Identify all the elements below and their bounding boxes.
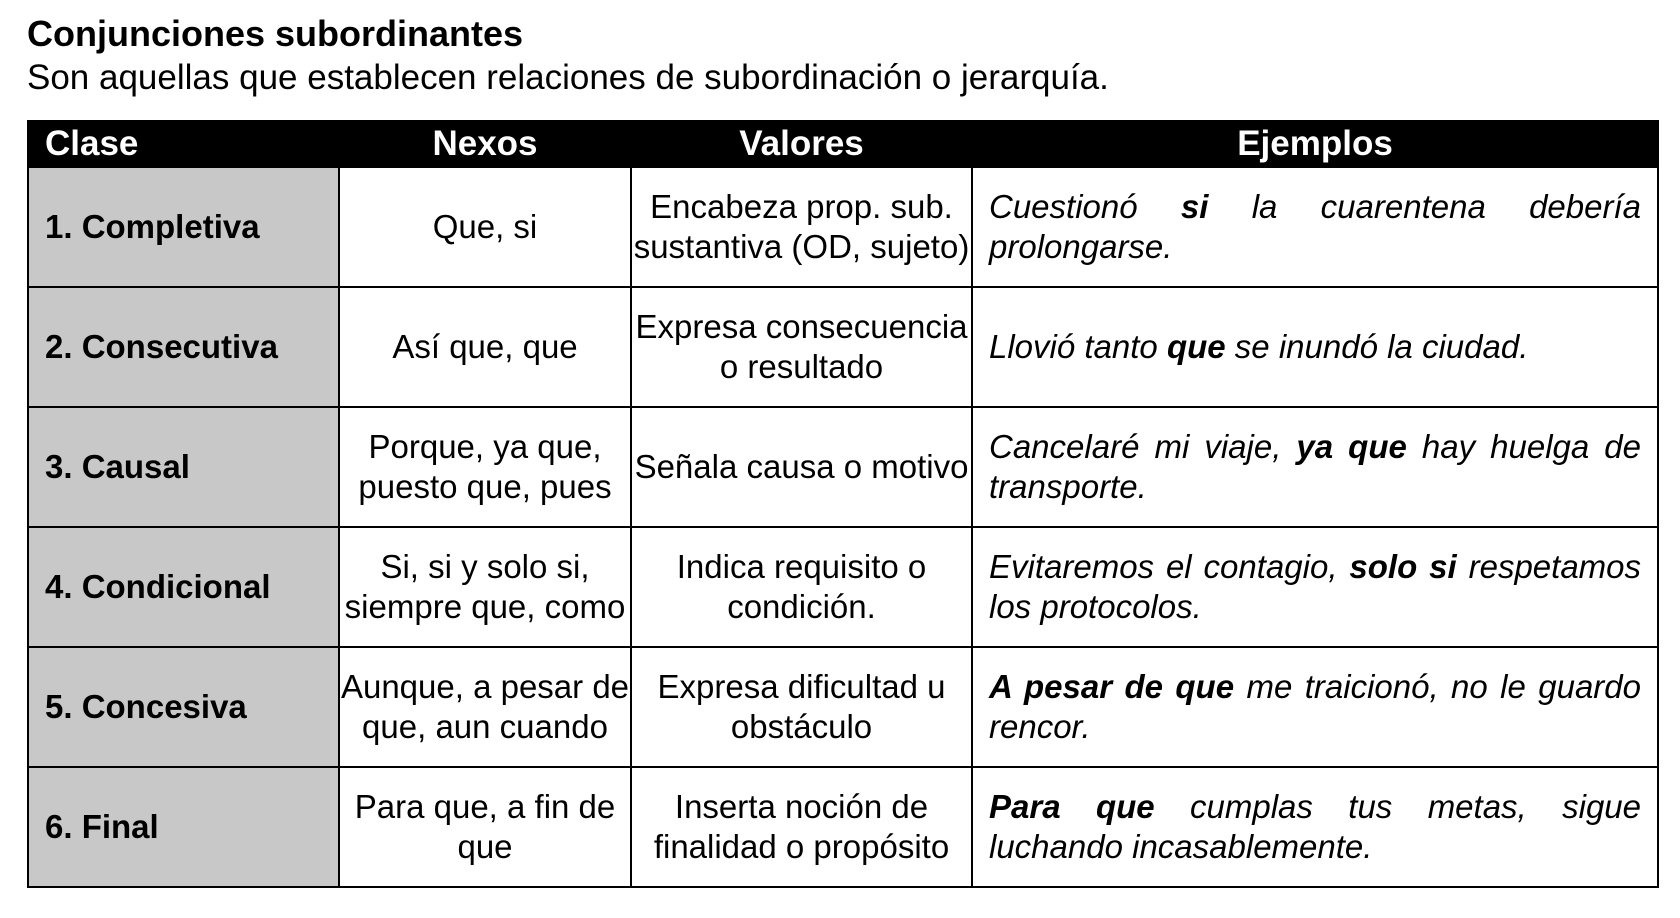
clase-cell: 1. Completiva xyxy=(28,167,339,287)
table-row xyxy=(28,407,1658,527)
table-row xyxy=(28,767,1658,887)
nexos-cell: Para que, a fin de que xyxy=(339,767,631,887)
nexos-cell: Que, si xyxy=(339,167,631,287)
valores-cell: Expresa consecuencia o resultado xyxy=(631,287,972,407)
ejemplo-text: respetamos los protocolos. xyxy=(989,548,1642,625)
clase-cell: 5. Concesiva xyxy=(28,647,339,767)
valores-cell: Inserta noción de finalidad o propósito xyxy=(631,767,972,887)
ejemplo-cell xyxy=(972,407,1658,527)
ejemplo-text: Cancelaré mi viaje, xyxy=(989,428,1297,465)
nexos-cell: Porque, ya que, puesto que, pues xyxy=(339,407,631,527)
ejemplo-text: Llovió tanto xyxy=(989,328,1167,365)
ejemplo-text: la cuarentena debería prolongarse. xyxy=(989,188,1642,265)
table-row xyxy=(28,647,1658,767)
nexos-cell: Si, si y solo si, siempre que, como xyxy=(339,527,631,647)
clase-cell: 2. Consecutiva xyxy=(28,287,339,407)
clase-cell: 4. Condicional xyxy=(28,527,339,647)
ejemplo-nexo-bold: ya que xyxy=(1296,428,1407,465)
ejemplo-nexo-bold: solo si xyxy=(1349,548,1457,585)
clase-cell: 3. Causal xyxy=(28,407,339,527)
column-header-valores: Valores xyxy=(631,121,972,167)
valores-cell: Encabeza prop. sub. sustantiva (OD, sujeto) xyxy=(631,167,972,287)
table-row xyxy=(28,527,1658,647)
ejemplo-text: Evitaremos el contagio, xyxy=(989,548,1350,585)
ejemplo-text: hay huelga de transporte. xyxy=(989,428,1642,505)
conjunctions-table xyxy=(27,120,1659,888)
ejemplo-text: me traicionó, no le guardo rencor. xyxy=(989,668,1642,745)
valores-cell: Señala causa o motivo xyxy=(631,407,972,527)
ejemplo-cell xyxy=(972,647,1658,767)
nexos-cell: Aunque, a pesar de que, aun cuando xyxy=(339,647,631,767)
ejemplo-nexo-bold: A pesar de que xyxy=(989,668,1235,705)
valores-cell: Indica requisito o condición. xyxy=(631,527,972,647)
page-title: Conjunciones subordinantes xyxy=(27,13,524,54)
ejemplo-nexo-bold: que xyxy=(1166,328,1226,365)
clase-cell: 6. Final xyxy=(28,767,339,887)
document-page xyxy=(27,12,1657,865)
page-subtitle: Son aquellas que establecen relaciones de subordinación o jerarquía. xyxy=(27,58,1109,97)
valores-cell: Expresa dificultad u obstáculo xyxy=(631,647,972,767)
nexos-cell: Así que, que xyxy=(339,287,631,407)
column-header-nexos: Nexos xyxy=(339,121,631,167)
table-row xyxy=(28,287,1658,407)
ejemplo-nexo-bold: Para que xyxy=(989,788,1155,825)
column-header-clase: Clase xyxy=(28,121,339,167)
ejemplo-text: cumplas tus metas, sigue luchando incasablemente. xyxy=(989,788,1641,865)
table-header-row xyxy=(28,121,1658,167)
ejemplo-cell xyxy=(972,527,1658,647)
ejemplo-cell xyxy=(972,287,1658,407)
ejemplo-cell xyxy=(972,767,1658,887)
table-row xyxy=(28,167,1658,287)
ejemplo-cell xyxy=(972,167,1658,287)
ejemplo-text: se inundó la ciudad. xyxy=(1225,328,1529,365)
ejemplo-nexo-bold: si xyxy=(1180,188,1209,225)
column-header-ejemplos: Ejemplos xyxy=(972,121,1658,167)
ejemplo-text: Cuestionó xyxy=(989,188,1181,225)
